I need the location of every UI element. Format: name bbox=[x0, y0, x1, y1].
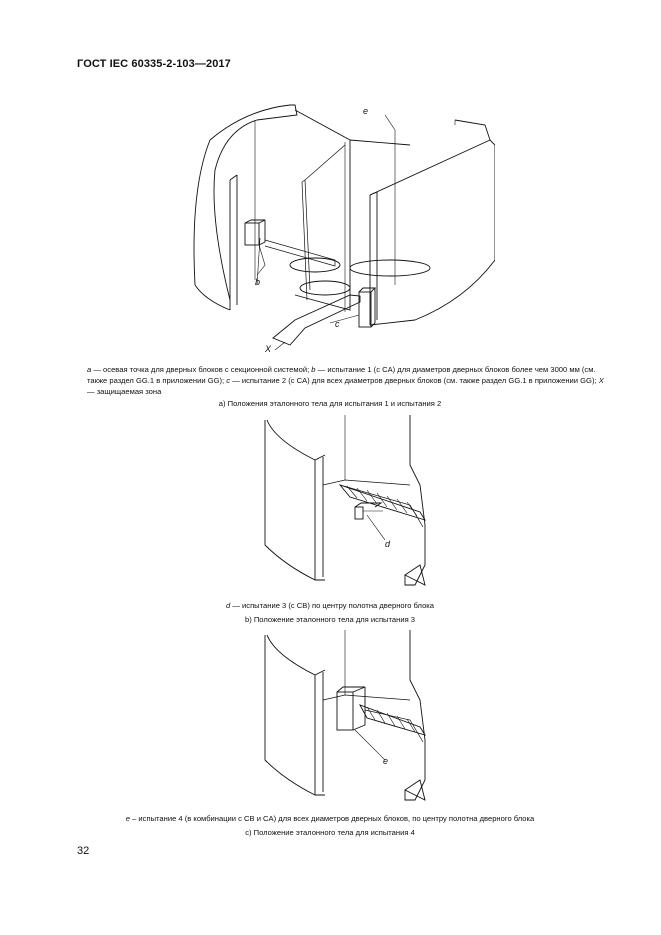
label-e: e bbox=[363, 106, 369, 116]
document-header: ГОСТ IEC 60335-2-103—2017 bbox=[77, 58, 231, 70]
figure-a-drawing bbox=[185, 100, 495, 360]
label-e-c: e bbox=[383, 756, 389, 766]
figure-a-legend: a — осевая точка для дверных блоков с секционной системой; b — испытание 1 (с CA) для диаметров дверных блоков более чем 3000 мм (см. также раздел GG.1 в приложении GG); c — испытание 2 (с CA) для всех диаметров дверных блоков (см. также раздел GG.1 в приложении GG); X — защищаемая зона bbox=[87, 365, 604, 396]
figure-b-legend: d — испытание 3 (с CB) по центру полотна дверного блока bbox=[225, 601, 435, 610]
figure-a-title: а) Положения эталонного тела для испытания 1 и испытания 2 bbox=[218, 399, 442, 408]
figure-c-title: c) Положение эталонного тела для испытания 4 bbox=[245, 828, 415, 837]
label-x: X bbox=[265, 344, 272, 354]
figure-c-drawing bbox=[255, 630, 435, 810]
figure-b-drawing bbox=[255, 415, 435, 595]
label-d: d bbox=[385, 539, 391, 549]
figure-b-title: b) Положение эталонного тела для испытания 3 bbox=[244, 615, 416, 624]
label-c: c bbox=[335, 319, 340, 329]
figure-c-legend: e – испытание 4 (в комбинации с CB и CA) для всех диаметров дверных блоков, по центру полотна дверного блока bbox=[125, 814, 535, 823]
page-number: 32 bbox=[77, 845, 90, 857]
label-b: b bbox=[255, 277, 261, 287]
